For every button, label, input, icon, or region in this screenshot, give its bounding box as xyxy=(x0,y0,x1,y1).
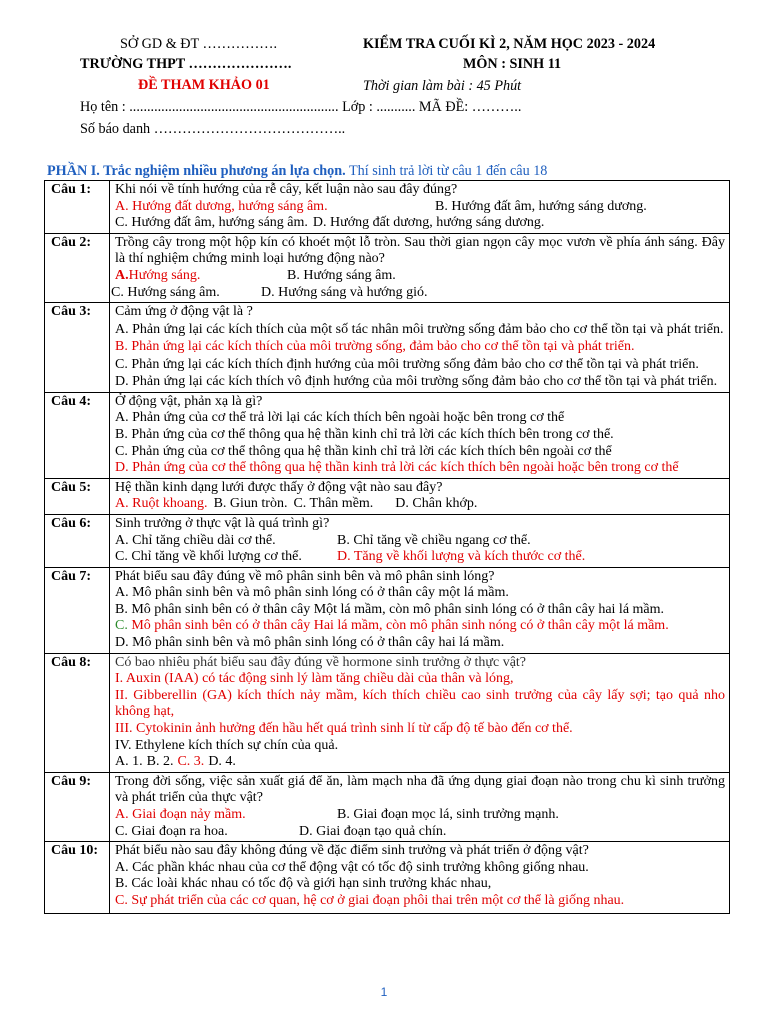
question-stem: Trong đời sống, việc sản xuất giá để ăn, làm mạch nha đã ứng dụng giai đoạn nào trong chu kì sinh trưởng và phát triển của thực vật? xyxy=(115,773,725,806)
option-b: B. Mô phân sinh bên có ở thân cây Một lá mầm, còn mô phân sinh lóng có ở thân cây hai lá mầm. xyxy=(115,601,665,617)
statement-3: III. Cytokinin ảnh hưởng đến hầu hết quá trình sinh lí từ cấp độ tế bào đến cơ thể. xyxy=(115,721,573,737)
option-d: D. Mô phân sinh bên và mô phân sinh lóng có ở thân cây hai lá mầm. xyxy=(115,635,505,651)
question-stem: Phát biểu sau đây đúng về mô phân sinh bên và mô phân sinh lóng? xyxy=(115,568,495,584)
part-title-rest: Thí sinh trả lời từ câu 1 đến câu 18 xyxy=(345,163,548,179)
option-a: A. Chỉ tăng chiều dài cơ thể. xyxy=(115,532,276,548)
option-a-label: A. xyxy=(115,267,129,283)
option-a: A. Giai đoạn nảy mầm. xyxy=(115,807,246,822)
exam-title: KIỂM TRA CUỐI KÌ 2, NĂM HỌC 2023 - 2024 xyxy=(363,36,656,52)
option-d: D. Giai đoạn tạo quả chín. xyxy=(299,823,447,839)
question-body xyxy=(110,772,730,841)
question-row xyxy=(45,392,730,478)
question-number: Câu 6: xyxy=(45,514,110,567)
option-d: D. Tăng về khối lượng và kích thước cơ thể. xyxy=(337,549,586,565)
option-c: C. Chỉ tăng về khối lượng cơ thể. xyxy=(115,549,302,565)
option-c: C. Sự phát triển của các cơ quan, hệ cơ ở giai đoạn phôi thai trên một cơ thể là giống nhau. xyxy=(115,892,625,908)
option-c-text: Mô phân sinh bên có ở thân cây Hai lá mầm, còn mô phân sinh nóng có ở thân cây một lá mầm. xyxy=(127,618,669,634)
option-d: D. Hướng sáng và hướng gió. xyxy=(261,284,428,300)
option-c: C. Phản ứng của cơ thể thông qua hệ thần kinh chỉ trả lời các kích thích bên ngoài cơ thể xyxy=(115,443,612,459)
question-row xyxy=(45,514,730,567)
option-d: D. Phản ứng lại các kích thích vô định hướng của môi trường sống đảm bảo cho cơ thể tồn tại và phát triển. xyxy=(115,374,718,390)
option-a: A. Phản ứng của cơ thể trả lời lại các kích thích bên ngoài hoặc bên trong cơ thể xyxy=(115,410,565,426)
question-number: Câu 4: xyxy=(45,392,110,478)
question-stem: Hệ thần kinh dạng lưới được thấy ở động vật nào sau đây? xyxy=(115,479,443,495)
option-b: B. Giai đoạn mọc lá, sinh trưởng mạnh. xyxy=(337,807,559,822)
option-c: C. 3. xyxy=(177,754,205,770)
option-d: D. 4. xyxy=(208,754,236,770)
question-body xyxy=(110,567,730,653)
school-line: TRƯỜNG THPT …………………. xyxy=(80,56,292,72)
question-row xyxy=(45,567,730,653)
question-stem: Ở động vật, phản xạ là gì? xyxy=(115,393,263,409)
option-d: D. Hướng đất dương, hướng sáng dương. xyxy=(312,215,545,231)
statement-2: II. Gibberellin (GA) kích thích nảy mầm, kích thích chiều cao sinh trưởng của cây lấy sợi; tạo quả nho không hạt, xyxy=(115,687,725,720)
question-stem: Khi nói về tính hướng của rễ cây, kết luận nào sau đây đúng? xyxy=(115,182,458,197)
option-a: A. Ruột khoang. xyxy=(115,496,208,512)
option-a xyxy=(115,268,287,285)
question-number: Câu 3: xyxy=(45,303,110,393)
option-a: A. Phản ứng lại các kích thích của một số tác nhân môi trường sống đảm bảo cho cơ thể tồn tại và phát triển. xyxy=(115,321,724,337)
part-title xyxy=(47,162,547,180)
option-a: A. 1. xyxy=(115,754,143,770)
name-class-line: Họ tên : ........................................................... Lớp : ........... MÃ ĐỀ: ……….. xyxy=(80,99,522,115)
page-number: 1 xyxy=(380,985,388,999)
option-c: C. Hướng sáng âm. xyxy=(111,284,220,300)
option-b: B. Phản ứng của cơ thể thông qua hệ thần kinh chỉ trả lời các kích thích bên trong cơ thể. xyxy=(115,426,614,442)
option-c: C. Phản ứng lại các kích thích định hướng của môi trường sống đảm bảo cho cơ thể tồn tại và phát triển. xyxy=(115,356,699,372)
question-body xyxy=(110,392,730,478)
option-a: A. Các phần khác nhau của cơ thể động vật có tốc độ sinh trưởng không giống nhau. xyxy=(115,859,589,875)
exam-code-title: ĐỀ THAM KHẢO 01 xyxy=(138,77,270,93)
part-title-bold: PHẦN I. Trắc nghiệm nhiều phương án lựa chọn. xyxy=(47,163,346,179)
time-line: Thời gian làm bài : 45 Phút xyxy=(363,78,522,94)
question-body xyxy=(110,514,730,567)
option-d: D. Chân khớp. xyxy=(395,496,478,512)
question-body xyxy=(110,842,730,913)
question-number: Câu 8: xyxy=(45,653,110,772)
question-stem: Sinh trưởng ở thực vật là quá trình gì? xyxy=(115,515,330,531)
question-number: Câu 5: xyxy=(45,478,110,514)
subject-line: MÔN : SINH 11 xyxy=(463,56,562,72)
option-c: C. Giai đoạn ra hoa. xyxy=(115,823,228,839)
option-b: B. 2. xyxy=(146,754,174,770)
question-row xyxy=(45,653,730,772)
question-row xyxy=(45,842,730,913)
question-number: Câu 2: xyxy=(45,233,110,302)
option-b: B. Hướng sáng âm. xyxy=(287,267,396,283)
question-row xyxy=(45,181,730,234)
question-body xyxy=(110,303,730,393)
option-b: B. Phản ứng lại các kích thích của môi trường sống, đảm bảo cho cơ thể tồn tại và phát triển. xyxy=(115,339,635,355)
option-c xyxy=(115,618,725,635)
question-stem: Trồng cây trong một hộp kín có khoét một lỗ tròn. Sau thời gian ngọn cây mọc vươn về phía ánh sáng. Đây là thí nghiệm chứng minh loại hướng động nào? xyxy=(115,234,725,267)
option-c: C. Thân mềm. xyxy=(293,496,374,512)
question-stem: Cảm ứng ở động vật là ? xyxy=(115,304,253,320)
question-row xyxy=(45,303,730,393)
question-row xyxy=(45,772,730,841)
question-body xyxy=(110,181,730,234)
question-stem: Có bao nhiêu phát biểu sau đây đúng về hormone sinh trưởng ở thực vật? xyxy=(115,654,527,670)
department-line: SỞ GD & ĐT ……………. xyxy=(120,36,277,52)
option-a-text: Hướng sáng. xyxy=(128,267,201,283)
option-a: A. Hướng đất dương, hướng sáng âm. xyxy=(115,198,328,214)
option-c-label: C. xyxy=(115,618,128,634)
statement-4: IV. Ethylene kích thích sự chín của quả. xyxy=(115,737,339,753)
question-number: Câu 7: xyxy=(45,567,110,653)
student-id-line: Số báo danh ………………………………….. xyxy=(80,121,346,137)
question-row xyxy=(45,233,730,302)
question-row xyxy=(45,478,730,514)
question-number: Câu 1: xyxy=(45,181,110,234)
option-b: B. Giun tròn. xyxy=(213,496,288,512)
option-a: A. Mô phân sinh bên và mô phân sinh lóng có ở thân cây một lá mầm. xyxy=(115,585,509,601)
statement-1: I. Auxin (IAA) có tác động sinh lý làm tăng chiều dài của thân và lóng, xyxy=(115,671,514,687)
option-b: B. Hướng đất âm, hướng sáng dương. xyxy=(435,198,647,214)
question-body xyxy=(110,233,730,302)
question-stem: Phát biểu nào sau đây không đúng về đặc điểm sinh trưởng và phát triển ở động vật? xyxy=(115,843,589,859)
question-body xyxy=(110,478,730,514)
question-body xyxy=(110,653,730,772)
question-number: Câu 9: xyxy=(45,772,110,841)
option-b: B. Các loài khác nhau có tốc độ và giới hạn sinh trưởng khác nhau, xyxy=(115,876,492,892)
option-b: B. Chỉ tăng về chiều ngang cơ thể. xyxy=(337,532,531,548)
option-c: C. Hướng đất âm, hướng sáng âm. xyxy=(115,215,308,231)
questions-table xyxy=(44,180,730,914)
option-d: D. Phản ứng của cơ thể thông qua hệ thần kinh trả lời các kích thích bên ngoài hoặc bên trong cơ thể xyxy=(115,460,679,476)
question-number: Câu 10: xyxy=(45,842,110,913)
